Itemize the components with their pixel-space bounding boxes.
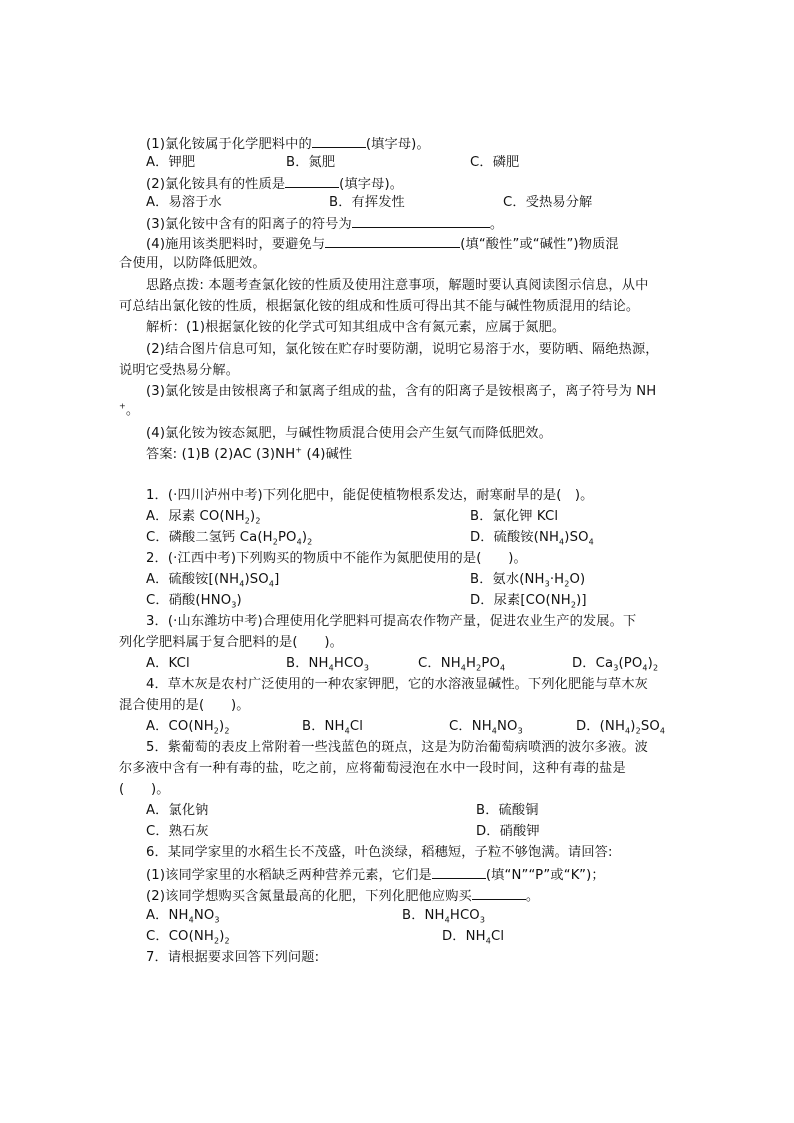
exercise-1-option-c (146, 528, 312, 548)
analysis-line-3: (3)氯化铵是由铵根离子和氯离子组成的盐，含有的阳离子是铵根离子，离子符号为 NH (146, 384, 657, 399)
subscript: 4 (328, 663, 334, 673)
exercise-4-option-b (302, 717, 363, 737)
q1-part1-option-a: A．钾肥 (146, 155, 196, 170)
formula-fragment: Cl (349, 719, 364, 734)
subscript: 2 (213, 936, 220, 946)
exercise-3-stem-2: 列化学肥料属于复合肥料的是( )。 (119, 635, 343, 650)
q1-part3-end: 。 (489, 217, 504, 232)
exercise-4-option-a (146, 717, 230, 737)
exercise-5-stem-2: 尔多液中含有一种有毒的盐，吃之前，应将葡萄浸泡在水中一段时间，这种有毒的盐是 (119, 761, 626, 776)
subscript: 4 (642, 663, 648, 673)
q1-part4 (146, 233, 619, 255)
subscript: 2 (635, 726, 641, 736)
q1-part2-option-c: C．受热易分解 (503, 195, 593, 210)
formula-fragment: B．NH (402, 908, 445, 923)
exercise-4-option-d (576, 717, 665, 737)
subscript: 2 (652, 663, 659, 673)
exercise-6-stem: 6．某同学家里的水稻生长不茂盛，叶色淡绿，稻穗短，子粒不够饱满。请回答: (146, 845, 613, 860)
answer-blank[interactable] (352, 213, 490, 228)
q1-part1-end: (填字母)。 (365, 137, 430, 152)
analysis-line-4: (4)氯化铵为铵态氮肥，与碱性物质混合使用会产生氨气而降低肥效。 (146, 426, 552, 441)
q1-part2-option-a: A．易溶于水 (146, 195, 222, 210)
formula-fragment: ) (647, 656, 653, 671)
formula-fragment: C．NH (449, 719, 492, 734)
q1-part1-text: (1)氯化铵属于化学肥料中的 (146, 137, 312, 152)
q1-part1-option-b: B．氮肥 (286, 155, 336, 170)
exercise-5-stem-1: 5．紫葡萄的表皮上常附着一些浅蓝色的斑点，这是为防治葡萄病喷洒的波尔多液。波 (146, 740, 649, 755)
subscript: 3 (517, 726, 523, 736)
exercise-4-stem-1: 4．草木灰是农村广泛使用的一种农家钾肥，它的水溶液显碱性。下列化肥能与草木灰 (146, 677, 649, 692)
tips-line-2: 可总结出氯化铵的性质，根据氯化铵的组成和性质可得出其不能与碱性物质混用的结论。 (119, 299, 640, 314)
subscript: 4 (188, 915, 194, 925)
formula-fragment: ) (219, 929, 225, 944)
formula-fragment: ) (301, 530, 308, 545)
formula-fragment: HCO (333, 656, 364, 671)
formula-fragment: ) (250, 509, 256, 524)
formula-fragment: A．CO(NH (146, 719, 214, 734)
subscript: 4 (444, 915, 450, 925)
exercise-2-option-a (146, 570, 279, 590)
q1-part4-continued: 合使用，以防降低肥效。 (119, 256, 266, 271)
exercise-6-option-c (146, 927, 230, 947)
formula-fragment: B．NH (302, 719, 345, 734)
formula-fragment: ] (274, 572, 280, 587)
formula-fragment: ) (219, 719, 225, 734)
exercise-6-part2 (146, 885, 539, 907)
exercise-5-option-d: D．硝酸钾 (476, 824, 540, 839)
formula-fragment: )SO (564, 530, 589, 545)
exercise-6-option-a (146, 906, 220, 926)
formula-fragment: D．(NH (576, 719, 626, 734)
formula-fragment: PO (277, 530, 297, 545)
analysis-line-2: (2)结合图片信息可知，氯化铵在贮存时要防潮，说明它易溶于水，要防晒、隔绝热源， (146, 342, 659, 357)
exercise-2-stem: 2．(·江西中考)下列购买的物质中不能作为氮肥使用的是( )。 (146, 551, 527, 566)
answer-blank[interactable] (472, 885, 526, 900)
formula-fragment: D．尿素[CO(NH (470, 593, 571, 608)
subscript: 3 (363, 663, 370, 673)
formula-fragment: (PO (618, 656, 643, 671)
formula-fragment: D．Ca (572, 656, 614, 671)
subscript: 4 (239, 579, 245, 589)
q1-part3-text: (3)氯化铵中含有的阳离子的符号为 (146, 217, 352, 232)
subscript: 2 (244, 516, 251, 526)
subscript: 4 (460, 663, 467, 673)
exercise-1-option-b: B．氯化钾 KCl (470, 509, 559, 524)
exercise-2-option-b (470, 570, 585, 590)
formula-fragment: )] (576, 593, 587, 608)
subscript: 4 (344, 726, 350, 736)
formula-fragment: B．NH (286, 656, 329, 671)
tips-line-1: 思路点拨: 本题考查氯化铵的性质及使用注意事项，解题时要认真阅读图示信息，从中 (146, 278, 649, 293)
formula-fragment: C．磷酸二氢钙 Ca(H (146, 530, 273, 545)
formula-fragment: B．氨水(NH (470, 572, 545, 587)
formula-fragment: C．硝酸(HNO (146, 593, 232, 608)
q1-part4-text: (4)施用该类肥料时，要避免与 (146, 237, 326, 252)
exercise-6-part1 (146, 864, 605, 886)
formula-fragment: A．硫酸铵[(NH (146, 572, 240, 587)
answer-blank[interactable] (325, 233, 460, 248)
q1-part1 (146, 133, 430, 155)
formula-fragment: H (466, 656, 477, 671)
formula-fragment: O) (569, 572, 586, 587)
q1-part1-option-c: C．磷肥 (470, 155, 520, 170)
exercise-6-part2-text: (2)该同学想购买含氮量最高的化肥，下列化肥他应购买 (146, 889, 472, 904)
subscript: 4 (588, 537, 594, 547)
subscript: 4 (491, 726, 498, 736)
formula-fragment: ·H (549, 572, 565, 587)
formula-fragment: D．NH (442, 929, 486, 944)
exercise-3-option-a: A．KCl (146, 656, 190, 671)
subscript: 4 (559, 537, 565, 547)
formula-fragment: D．硫酸铵(NH (470, 530, 560, 545)
subscript: 2 (224, 726, 230, 736)
exercise-2-option-d (470, 591, 587, 611)
exercise-7-stem: 7．请根据要求回答下列问题: (146, 950, 320, 965)
exercise-6-part1-end: (填“N”“P”或“K”)； (485, 868, 605, 883)
formula-fragment: ) (236, 593, 242, 608)
exercise-4-stem-2: 混合使用的是( )。 (119, 698, 250, 713)
exercise-5-option-b: B．硫酸铜 (476, 803, 539, 818)
exercise-3-option-b (286, 654, 369, 674)
subscript: 4 (659, 726, 666, 736)
analysis-line-3-end: 。 (125, 403, 140, 418)
q1-part2 (146, 173, 403, 195)
q1-part2-text: (2)氯化铵具有的性质是 (146, 177, 286, 192)
subscript: 4 (500, 663, 506, 673)
exercise-4-option-c (449, 717, 523, 737)
q1-part4-end: (填“酸性”或“碱性”)物质混 (460, 237, 619, 252)
exercise-6-option-d (442, 927, 504, 947)
answer-text: 答案: (1)B (2)AC (3)NH (146, 447, 296, 462)
subscript: 3 (214, 915, 220, 925)
subscript: 2 (476, 663, 482, 673)
subscript: 2 (272, 537, 278, 547)
answer-blank[interactable] (285, 173, 339, 188)
formula-fragment: SO (640, 719, 660, 734)
exercise-2-option-c (146, 591, 242, 611)
exercise-6-part1-text: (1)该同学家里的水稻缺乏两种营养元素，它们是 (146, 868, 432, 883)
q1-part3 (146, 213, 503, 235)
answer-line (146, 445, 352, 465)
subscript: 2 (213, 726, 220, 736)
exercise-3-option-c (418, 654, 505, 674)
subscript: 3 (231, 600, 237, 610)
exercise-3-option-d (572, 654, 658, 674)
subscript: 2 (564, 579, 570, 589)
formula-fragment: HCO (449, 908, 480, 923)
exercise-3-stem-1: 3．(·山东潍坊中考)合理使用化学肥料可提高农作物产量，促进农业生产的发展。下 (146, 614, 637, 629)
exercise-5-option-a: A．氯化钠 (146, 803, 209, 818)
formula-fragment: C．NH (418, 656, 461, 671)
exercise-5-stem-3: ( )。 (119, 782, 170, 797)
formula-fragment: NO (193, 908, 215, 923)
analysis-line-3-continued (119, 401, 139, 421)
answer-blank[interactable] (432, 864, 486, 879)
q1-part2-end: (填字母)。 (339, 177, 404, 192)
subscript: 3 (613, 663, 619, 673)
exercise-6-part2-end: 。 (525, 889, 540, 904)
subscript: 2 (570, 600, 577, 610)
answer-text-end: (4)碱性 (302, 447, 353, 462)
formula-fragment: PO (481, 656, 500, 671)
answer-blank[interactable] (312, 133, 366, 148)
superscript: + (295, 445, 303, 455)
subscript: 4 (625, 726, 631, 736)
exercise-5-option-c: C．熟石灰 (146, 824, 209, 839)
exercise-1-option-d (470, 528, 594, 548)
subscript: 4 (268, 579, 275, 589)
analysis-line-1: 解析：(1)根据氯化铵的化学式可知其组成中含有氮元素，应属于氮肥。 (146, 320, 566, 335)
q1-part2-option-b: B．有挥发性 (329, 195, 405, 210)
formula-fragment: A．尿素 CO(NH (146, 509, 245, 524)
exercise-1-option-a (146, 507, 261, 527)
subscript: 3 (479, 915, 486, 925)
formula-fragment: )SO (244, 572, 269, 587)
subscript: 2 (224, 936, 230, 946)
formula-fragment: A．NH (146, 908, 189, 923)
subscript: 2 (255, 516, 261, 526)
subscript: 3 (544, 579, 550, 589)
subscript: 4 (296, 537, 302, 547)
analysis-line-2-continued: 说明它受热易分解。 (119, 363, 240, 378)
subscript: 4 (485, 936, 491, 946)
exercise-6-option-b (402, 906, 485, 926)
exercise-1-stem: 1．(·四川泸州中考)下列化肥中，能促使植物根系发达，耐寒耐旱的是( )。 (146, 488, 594, 503)
superscript: + (119, 401, 126, 411)
subscript: 2 (307, 537, 313, 547)
formula-fragment: NO (497, 719, 518, 734)
formula-fragment: ) (630, 719, 636, 734)
formula-fragment: C．CO(NH (146, 929, 214, 944)
formula-fragment: Cl (490, 929, 505, 944)
